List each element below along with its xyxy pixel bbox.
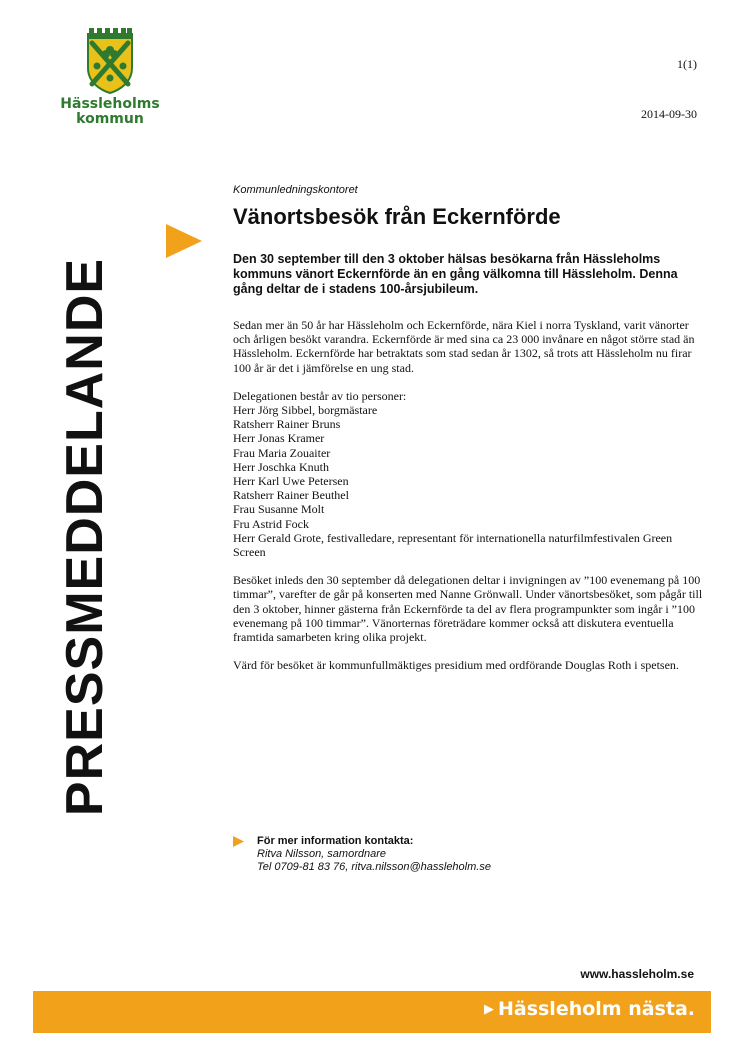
coat-of-arms-icon [84,28,136,94]
logo-text [55,97,165,127]
document-date: 2014-09-30 [641,107,697,121]
list-item: Fru Astrid Fock [233,516,310,531]
contact-details[interactable]: Tel 0709-81 83 76, ritva.nilsson@hassleholm.se [257,861,491,873]
list-item: Ratsherr Rainer Beuthel [233,488,349,503]
slogan-text: Hässleholm nästa. [497,998,695,1020]
delegation-list [233,389,703,559]
page-number: 1(1) [677,57,697,71]
doc-type-label: PRESSMEDDELANDE [56,257,114,817]
list-item: Herr Jörg Sibbel, borgmästare [233,403,378,418]
paragraph-program: Besöket inleds den 30 september då delegationen deltar i invigningen av ”100 evenemang på 100 timmar”, varefter de går på konserten med Nanne Grönwall. Under vänortsbesöket, som pågår till den 3 oktober, hinner gästerna från Eckernförde ta del av flera programpunkter som ingår i ”100 evenemang på 100 timmar”. Vänorternas företrädare kommer också att diskutera eventuella framtida samarbeten kring olika projekt. [233,573,703,645]
slogan [484,998,695,1020]
list-item: Herr Gerald Grote, festivalledare, representant för internationella naturfilmfestivalen Green Screen [233,530,673,560]
municipality-logo [55,28,165,127]
logo-text-line1: Hässleholms [60,96,160,112]
list-item: Frau Maria Zouaiter [233,445,331,460]
contact-name: Ritva Nilsson, samordnare [257,848,386,860]
list-item: Ratsherr Rainer Bruns [233,417,341,432]
list-item: Frau Susanne Molt [233,502,325,517]
contact-block [233,835,491,874]
doc-type-banner [30,212,140,862]
paragraph-host: Värd för besöket är kommunfullmäktiges presidium med ordförande Douglas Roth i spetsen. [233,658,679,673]
logo-text-line2: kommun [76,111,144,127]
triangle-right-icon: ▶ [483,1002,494,1017]
list-item: Herr Jonas Kramer [233,431,325,446]
footer-banner [33,991,711,1033]
paragraph-history: Sedan mer än 50 år har Hässleholm och Eckernförde, nära Kiel i norra Tyskland, varit vänorter och årligen besökt varandra. Eckernförde är med sina ca 23 000 invånare en något större stad än Hässleholm. Eckernförde har betraktats som stad sedan år 1302, så trots att Hässleholm nu firar 100 år är det i jämförelse en ung stad. [233,318,695,375]
website-link[interactable]: www.hassleholm.se [580,967,694,981]
triangle-right-icon [166,224,202,258]
department: Kommunledningskontoret [233,184,358,196]
contact-heading: För mer information kontakta: [257,835,414,847]
lead-paragraph: Den 30 september till den 3 oktober hälsas besökarna från Hässleholms kommuns vänort Eckernförde än en gång välkomna till Hässleholm. Denna gång deltar de i stadens 100-årsjubileum. [233,252,678,296]
list-item: Herr Karl Uwe Petersen [233,474,349,489]
article-body [233,318,703,686]
list-item: Herr Joschka Knuth [233,459,329,474]
triangle-right-icon [233,836,244,847]
delegation-intro: Delegationen består av tio personer: [233,388,407,403]
page-title: Vänortsbesök från Eckernförde [233,204,561,229]
